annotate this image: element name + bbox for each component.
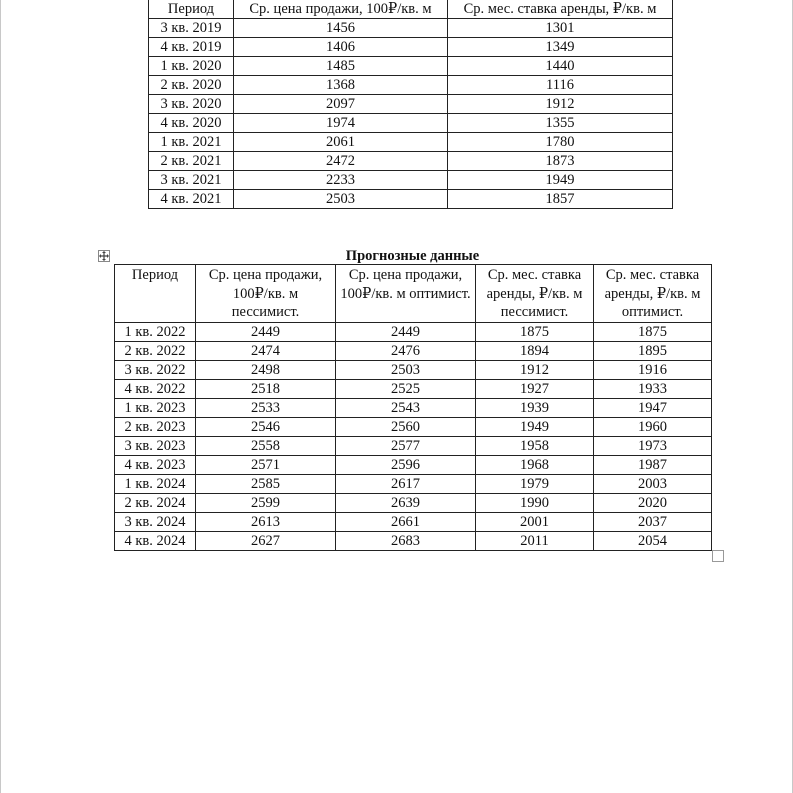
table-row xyxy=(115,417,712,436)
header-cell: Ср. цена продажи, 100₽/кв. м xyxy=(234,0,448,19)
value-cell: 2097 xyxy=(234,95,448,114)
value-cell: 1873 xyxy=(448,152,673,171)
table-row xyxy=(115,398,712,417)
table-row xyxy=(115,436,712,455)
value-cell: 2472 xyxy=(234,152,448,171)
table-row xyxy=(115,379,712,398)
period-cell: 3 кв. 2023 xyxy=(115,436,196,455)
value-cell: 1958 xyxy=(476,436,594,455)
period-cell: 4 кв. 2021 xyxy=(149,190,234,209)
value-cell: 1933 xyxy=(594,379,712,398)
header-cell: Период xyxy=(149,0,234,19)
header-cell: Ср. мес. ставка аренды, ₽/кв. м xyxy=(448,0,673,19)
table-row xyxy=(115,531,712,550)
value-cell: 1875 xyxy=(476,322,594,341)
forecast-title: Прогнозные данные xyxy=(345,248,480,264)
table-header-row xyxy=(149,0,673,19)
period-cell: 2 кв. 2022 xyxy=(115,341,196,360)
period-cell: 4 кв. 2023 xyxy=(115,455,196,474)
value-cell: 1116 xyxy=(448,76,673,95)
period-cell: 1 кв. 2022 xyxy=(115,322,196,341)
period-cell: 2 кв. 2024 xyxy=(115,493,196,512)
period-cell: 4 кв. 2019 xyxy=(149,38,234,57)
period-cell: 3 кв. 2021 xyxy=(149,171,234,190)
period-cell: 4 кв. 2022 xyxy=(115,379,196,398)
table-row xyxy=(149,57,673,76)
value-cell: 2596 xyxy=(336,455,476,474)
value-cell: 2449 xyxy=(336,322,476,341)
value-cell: 2061 xyxy=(234,133,448,152)
table-row xyxy=(149,19,673,38)
value-cell: 2543 xyxy=(336,398,476,417)
resize-square-icon[interactable] xyxy=(712,550,724,562)
value-cell: 2525 xyxy=(336,379,476,398)
value-cell: 1968 xyxy=(476,455,594,474)
value-cell: 1857 xyxy=(448,190,673,209)
value-cell: 1875 xyxy=(594,322,712,341)
value-cell: 1927 xyxy=(476,379,594,398)
period-cell: 4 кв. 2024 xyxy=(115,531,196,550)
value-cell: 1349 xyxy=(448,38,673,57)
period-cell: 4 кв. 2020 xyxy=(149,114,234,133)
value-cell: 1406 xyxy=(234,38,448,57)
value-cell: 1949 xyxy=(476,417,594,436)
table-row xyxy=(149,190,673,209)
value-cell: 1990 xyxy=(476,493,594,512)
value-cell: 1355 xyxy=(448,114,673,133)
period-cell: 2 кв. 2020 xyxy=(149,76,234,95)
period-cell: 1 кв. 2023 xyxy=(115,398,196,417)
period-cell: 3 кв. 2022 xyxy=(115,360,196,379)
table-row xyxy=(115,322,712,341)
value-cell: 1916 xyxy=(594,360,712,379)
value-cell: 2449 xyxy=(196,322,336,341)
move-arrows-icon[interactable] xyxy=(98,250,110,262)
table-row xyxy=(115,455,712,474)
value-cell: 2003 xyxy=(594,474,712,493)
value-cell: 1368 xyxy=(234,76,448,95)
header-cell: Период xyxy=(115,265,196,323)
value-cell: 2503 xyxy=(336,360,476,379)
table-row xyxy=(149,171,673,190)
historical-data-table xyxy=(148,0,673,209)
value-cell: 2011 xyxy=(476,531,594,550)
header-cell: Ср. цена продажи, 100₽/кв. м пессимист. xyxy=(196,265,336,323)
period-cell: 3 кв. 2020 xyxy=(149,95,234,114)
value-cell: 2546 xyxy=(196,417,336,436)
value-cell: 1440 xyxy=(448,57,673,76)
period-cell: 2 кв. 2023 xyxy=(115,417,196,436)
value-cell: 1979 xyxy=(476,474,594,493)
table-row xyxy=(149,114,673,133)
value-cell: 1912 xyxy=(476,360,594,379)
period-cell: 3 кв. 2019 xyxy=(149,19,234,38)
value-cell: 2233 xyxy=(234,171,448,190)
forecast-data-table xyxy=(114,264,712,551)
table-row xyxy=(149,38,673,57)
value-cell: 2560 xyxy=(336,417,476,436)
period-cell: 1 кв. 2020 xyxy=(149,57,234,76)
value-cell: 2571 xyxy=(196,455,336,474)
period-cell: 1 кв. 2021 xyxy=(149,133,234,152)
value-cell: 2627 xyxy=(196,531,336,550)
header-cell: Ср. цена продажи, 100₽/кв. м оптимист. xyxy=(336,265,476,323)
table-row xyxy=(149,152,673,171)
value-cell: 2558 xyxy=(196,436,336,455)
value-cell: 1456 xyxy=(234,19,448,38)
value-cell: 1780 xyxy=(448,133,673,152)
table-row xyxy=(115,512,712,531)
value-cell: 1939 xyxy=(476,398,594,417)
value-cell: 2498 xyxy=(196,360,336,379)
table-header-row xyxy=(115,265,712,323)
value-cell: 2476 xyxy=(336,341,476,360)
header-cell: Ср. мес. ставка аренды, ₽/кв. м оптимист. xyxy=(594,265,712,323)
table-row xyxy=(115,360,712,379)
table-row xyxy=(149,95,673,114)
table-row xyxy=(115,474,712,493)
value-cell: 2577 xyxy=(336,436,476,455)
value-cell: 2020 xyxy=(594,493,712,512)
value-cell: 2661 xyxy=(336,512,476,531)
value-cell: 2639 xyxy=(336,493,476,512)
table-row xyxy=(149,76,673,95)
value-cell: 1947 xyxy=(594,398,712,417)
page-edge-left xyxy=(0,0,1,793)
value-cell: 2503 xyxy=(234,190,448,209)
value-cell: 2001 xyxy=(476,512,594,531)
value-cell: 1895 xyxy=(594,341,712,360)
period-cell: 2 кв. 2021 xyxy=(149,152,234,171)
value-cell: 1960 xyxy=(594,417,712,436)
value-cell: 2585 xyxy=(196,474,336,493)
value-cell: 1912 xyxy=(448,95,673,114)
table-row xyxy=(115,493,712,512)
value-cell: 2683 xyxy=(336,531,476,550)
table-row xyxy=(115,341,712,360)
value-cell: 1974 xyxy=(234,114,448,133)
value-cell: 2037 xyxy=(594,512,712,531)
value-cell: 2474 xyxy=(196,341,336,360)
period-cell: 3 кв. 2024 xyxy=(115,512,196,531)
value-cell: 2533 xyxy=(196,398,336,417)
value-cell: 1301 xyxy=(448,19,673,38)
header-cell: Ср. мес. ставка аренды, ₽/кв. м пессимист. xyxy=(476,265,594,323)
period-cell: 1 кв. 2024 xyxy=(115,474,196,493)
value-cell: 1949 xyxy=(448,171,673,190)
value-cell: 1987 xyxy=(594,455,712,474)
value-cell: 2518 xyxy=(196,379,336,398)
value-cell: 1973 xyxy=(594,436,712,455)
value-cell: 2613 xyxy=(196,512,336,531)
table-row xyxy=(149,133,673,152)
value-cell: 2617 xyxy=(336,474,476,493)
value-cell: 1894 xyxy=(476,341,594,360)
value-cell: 1485 xyxy=(234,57,448,76)
value-cell: 2599 xyxy=(196,493,336,512)
value-cell: 2054 xyxy=(594,531,712,550)
